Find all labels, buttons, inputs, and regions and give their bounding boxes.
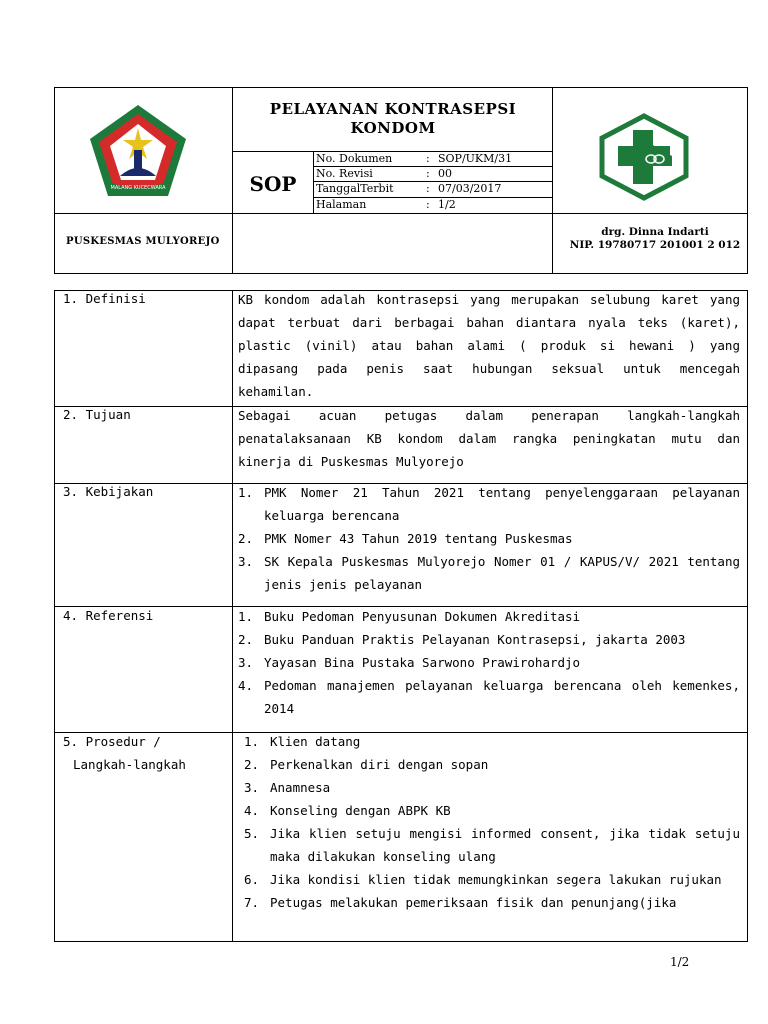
sop-label: SOP <box>249 172 297 196</box>
meta-value: 1/2 <box>438 198 456 211</box>
puskesmas-name: PUSKESMAS MULYOREJO <box>66 236 220 247</box>
signer-block <box>560 226 750 252</box>
list-item: 3. SK Kepala Puskesmas Mulyorejo Nomer 01 / KAPUS/V/ 2021 tentang jenis jenis pelayanan <box>238 554 740 592</box>
list-item: 1. Buku Pedoman Penyusunan Dokumen Akreditasi <box>238 609 581 624</box>
list-item: 2. PMK Nomer 43 Tahun 2019 tentang Puskesmas <box>238 531 573 546</box>
puskesmas-logo-icon <box>596 112 692 202</box>
referensi-list <box>238 605 740 720</box>
prosedur-list <box>244 730 740 914</box>
list-item: 2. Perkenalkan diri dengan sopan <box>244 757 489 772</box>
malang-logo-icon <box>86 102 190 200</box>
signer-nip: NIP. 19780717 201001 2 012 <box>569 239 741 251</box>
list-item: 2. Buku Panduan Praktis Pelayanan Kontrasepsi, jakarta 2003 <box>238 632 686 647</box>
list-item: 4. Pedoman manajemen pelayanan keluarga berencana oleh kemenkes, 2014 <box>238 678 740 716</box>
list-item: 1. Klien datang <box>244 734 361 749</box>
tujuan-paragraph: Sebagai acuan petugas dalam penerapan langkah-langkah penatalaksanaan KB kondom dalam rangka peningkatan mutu dan kinerja di Puskesmas Mulyorejo <box>238 408 740 469</box>
kebijakan-list <box>238 481 740 596</box>
meta-key: No. Revisi <box>316 167 373 180</box>
logo-motto: MALANG KUCECWARA <box>110 185 166 191</box>
title-line-1: PELAYANAN KONTRASEPSI <box>269 100 517 118</box>
definisi-label: 1. Definisi <box>63 291 146 306</box>
prosedur-label-line-2: Langkah-langkah <box>73 757 186 772</box>
list-item: 3. Anamnesa <box>244 780 331 795</box>
table-column-divider <box>232 290 233 942</box>
header-row-divider <box>54 213 748 214</box>
prosedur-label <box>63 731 186 777</box>
list-item: 1. PMK Nomer 21 Tahun 2021 tentang penyelenggaraan pelayanan keluarga berencana <box>238 485 740 523</box>
prosedur-label-line-1: 5. Prosedur / <box>63 734 161 749</box>
list-item: 4. Konseling dengan ABPK KB <box>244 803 451 818</box>
document-title <box>233 100 553 138</box>
kebijakan-label: 3. Kebijakan <box>63 484 154 499</box>
meta-value: 00 <box>438 167 452 180</box>
referensi-label: 4. Referensi <box>63 608 154 623</box>
list-item: 7. Petugas melakukan pemeriksaan fisik dan penunjang(jika <box>244 895 677 910</box>
definisi-paragraph: KB kondom adalah kontrasepsi yang merupakan selubung karet yang dapat terbuat dari berbagai bahan diantara nyala teks (karet), plastic (vinil) atau bahan alami ( produk si hewani ) yang dipasang pada penis saat hubungan seksual untuk mencegah kehamilan. <box>238 292 740 399</box>
meta-key: TanggalTerbit <box>316 182 394 195</box>
title-line-2: KONDOM <box>350 119 436 137</box>
list-item: 6. Jika kondisi klien tidak memungkinkan segera lakukan rujukan <box>244 872 722 887</box>
page-number: 1/2 <box>670 955 690 969</box>
signer-name: drg. Dinna Indarti <box>601 226 709 238</box>
definisi-text <box>238 288 740 403</box>
meta-value: 07/03/2017 <box>438 182 502 195</box>
tujuan-text <box>238 404 740 473</box>
list-item: 3. Yayasan Bina Pustaka Sarwono Prawirohardjo <box>238 655 581 670</box>
meta-key: Halaman <box>316 198 367 211</box>
list-item: 5. Jika klien setuju mengisi informed consent, jika tidak setuju maka dilakukan konseling ulang <box>244 826 740 864</box>
sop-divider <box>313 151 314 213</box>
tujuan-label: 2. Tujuan <box>63 407 131 422</box>
meta-value: SOP/UKM/31 <box>438 152 513 165</box>
meta-key: No. Dokumen <box>316 152 393 165</box>
